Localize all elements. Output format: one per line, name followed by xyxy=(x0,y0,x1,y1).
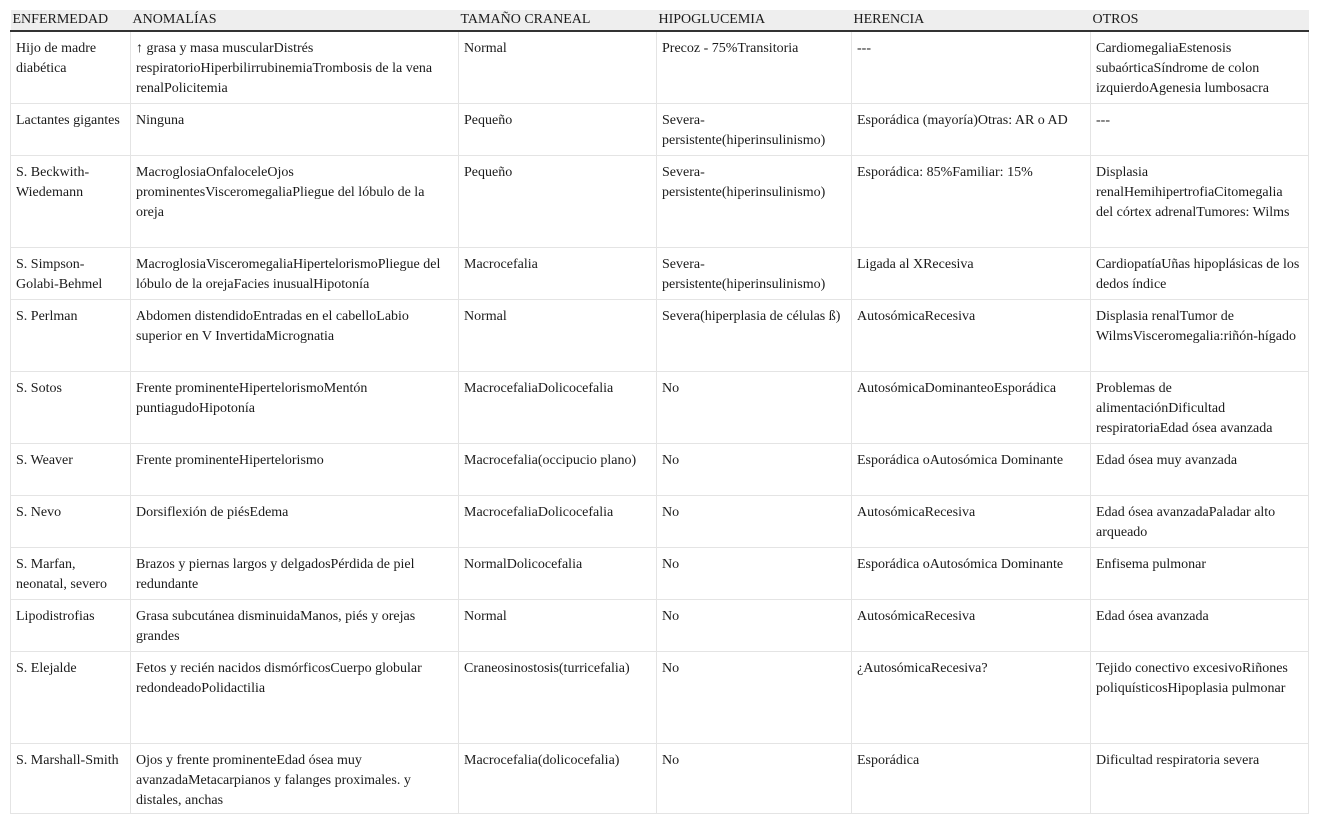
cell-anomalias: Dorsiflexión de piésEdema xyxy=(131,496,459,548)
cell-hipoglucemia: No xyxy=(657,496,852,548)
table-row xyxy=(11,156,1309,248)
cell-enfermedad: Hijo de madre diabética xyxy=(11,31,131,104)
cell-tamano: Craneosinostosis(turricefalia) xyxy=(459,652,657,744)
cell-herencia: --- xyxy=(852,31,1091,104)
table-container xyxy=(10,10,1308,814)
cell-tamano: NormalDolicocefalia xyxy=(459,548,657,600)
cell-tamano: Normal xyxy=(459,300,657,372)
header-anomalias: ANOMALÍAS xyxy=(131,10,459,31)
cell-herencia: AutosómicaDominanteoEsporádica xyxy=(852,372,1091,444)
table-row xyxy=(11,372,1309,444)
cell-otros: Displasia renalHemihipertrofiaCitomegalia del córtex adrenalTumores: Wilms xyxy=(1091,156,1309,248)
cell-enfermedad: S. Simpson-Golabi-Behmel xyxy=(11,248,131,300)
cell-otros: Edad ósea muy avanzada xyxy=(1091,444,1309,496)
cell-tamano: MacrocefaliaDolicocefalia xyxy=(459,496,657,548)
table-row xyxy=(11,548,1309,600)
table-row xyxy=(11,248,1309,300)
cell-hipoglucemia: No xyxy=(657,372,852,444)
cell-herencia: AutosómicaRecesiva xyxy=(852,496,1091,548)
cell-enfermedad: S. Sotos xyxy=(11,372,131,444)
cell-anomalias: Grasa subcutánea disminuidaManos, piés y orejas grandes xyxy=(131,600,459,652)
cell-tamano: Pequeño xyxy=(459,104,657,156)
cell-herencia: Esporádica: 85%Familiar: 15% xyxy=(852,156,1091,248)
cell-tamano: Pequeño xyxy=(459,156,657,248)
cell-anomalias: Fetos y recién nacidos dismórficosCuerpo globular redondeadoPolidactilia xyxy=(131,652,459,744)
cell-enfermedad: S. Perlman xyxy=(11,300,131,372)
cell-herencia: Ligada al XRecesiva xyxy=(852,248,1091,300)
cell-herencia: ¿AutosómicaRecesiva? xyxy=(852,652,1091,744)
cell-anomalias: Ninguna xyxy=(131,104,459,156)
table-row xyxy=(11,744,1309,814)
cell-enfermedad: Lactantes gigantes xyxy=(11,104,131,156)
cell-hipoglucemia: No xyxy=(657,444,852,496)
cell-enfermedad: S. Beckwith-Wiedemann xyxy=(11,156,131,248)
cell-anomalias: MacroglosiaVisceromegaliaHipertelorismoPliegue del lóbulo de la orejaFacies inusualHipotonía xyxy=(131,248,459,300)
cell-anomalias: ↑ grasa y masa muscularDistrés respiratorioHiperbilirrubinemiaTrombosis de la vena renalPolicitemia xyxy=(131,31,459,104)
table-row xyxy=(11,444,1309,496)
cell-tamano: Normal xyxy=(459,600,657,652)
cell-otros: CardiomegaliaEstenosis subaórticaSíndrome de colon izquierdoAgenesia lumbosacra xyxy=(1091,31,1309,104)
cell-anomalias: Ojos y frente prominenteEdad ósea muy avanzadaMetacarpianos y falanges proximales. y distales, anchas xyxy=(131,744,459,814)
cell-tamano: Macrocefalia xyxy=(459,248,657,300)
cell-otros: Tejido conectivo excesivoRiñones poliquísticosHipoplasia pulmonar xyxy=(1091,652,1309,744)
header-enfermedad: ENFERMEDAD xyxy=(11,10,131,31)
cell-tamano: Macrocefalia(occipucio plano) xyxy=(459,444,657,496)
cell-otros: Enfisema pulmonar xyxy=(1091,548,1309,600)
cell-enfermedad: S. Elejalde xyxy=(11,652,131,744)
header-row xyxy=(11,10,1309,31)
cell-enfermedad: S. Weaver xyxy=(11,444,131,496)
cell-herencia: AutosómicaRecesiva xyxy=(852,600,1091,652)
cell-anomalias: Frente prominenteHipertelorismoMentón puntiagudoHipotonía xyxy=(131,372,459,444)
cell-hipoglucemia: No xyxy=(657,652,852,744)
cell-enfermedad: S. Nevo xyxy=(11,496,131,548)
cell-enfermedad: S. Marfan, neonatal, severo xyxy=(11,548,131,600)
header-tamano-craneal: TAMAÑO CRANEAL xyxy=(459,10,657,31)
cell-hipoglucemia: No xyxy=(657,744,852,814)
cell-otros: Edad ósea avanzada xyxy=(1091,600,1309,652)
cell-hipoglucemia: Severa-persistente(hiperinsulinismo) xyxy=(657,156,852,248)
header-otros: OTROS xyxy=(1091,10,1309,31)
cell-anomalias: Abdomen distendidoEntradas en el cabelloLabio superior en V InvertidaMicrognatia xyxy=(131,300,459,372)
header-hipoglucemia: HIPOGLUCEMIA xyxy=(657,10,852,31)
cell-tamano: Normal xyxy=(459,31,657,104)
cell-otros: --- xyxy=(1091,104,1309,156)
cell-anomalias: Brazos y piernas largos y delgadosPérdida de piel redundante xyxy=(131,548,459,600)
cell-herencia: AutosómicaRecesiva xyxy=(852,300,1091,372)
cell-otros: Dificultad respiratoria severa xyxy=(1091,744,1309,814)
cell-hipoglucemia: Severa-persistente(hiperinsulinismo) xyxy=(657,248,852,300)
cell-enfermedad: S. Marshall-Smith xyxy=(11,744,131,814)
cell-otros: Edad ósea avanzadaPaladar alto arqueado xyxy=(1091,496,1309,548)
table-row xyxy=(11,104,1309,156)
cell-otros: CardiopatíaUñas hipoplásicas de los dedos índice xyxy=(1091,248,1309,300)
cell-tamano: Macrocefalia(dolicocefalia) xyxy=(459,744,657,814)
cell-enfermedad: Lipodistrofias xyxy=(11,600,131,652)
cell-otros: Displasia renalTumor de WilmsVisceromegalia:riñón-hígado xyxy=(1091,300,1309,372)
table-row xyxy=(11,300,1309,372)
cell-herencia: Esporádica xyxy=(852,744,1091,814)
cell-herencia: Esporádica (mayoría)Otras: AR o AD xyxy=(852,104,1091,156)
cell-herencia: Esporádica oAutosómica Dominante xyxy=(852,548,1091,600)
cell-herencia: Esporádica oAutosómica Dominante xyxy=(852,444,1091,496)
table-row xyxy=(11,600,1309,652)
cell-anomalias: MacroglosiaOnfaloceleOjos prominentesVisceromegaliaPliegue del lóbulo de la oreja xyxy=(131,156,459,248)
cell-otros: Problemas de alimentaciónDificultad respiratoriaEdad ósea avanzada xyxy=(1091,372,1309,444)
cell-anomalias: Frente prominenteHipertelorismo xyxy=(131,444,459,496)
header-herencia: HERENCIA xyxy=(852,10,1091,31)
table-row xyxy=(11,31,1309,104)
cell-hipoglucemia: Severa-persistente(hiperinsulinismo) xyxy=(657,104,852,156)
cell-hipoglucemia: No xyxy=(657,548,852,600)
cell-hipoglucemia: Precoz - 75%Transitoria xyxy=(657,31,852,104)
table-row xyxy=(11,496,1309,548)
cell-hipoglucemia: Severa(hiperplasia de células ß) xyxy=(657,300,852,372)
table-row xyxy=(11,652,1309,744)
cell-hipoglucemia: No xyxy=(657,600,852,652)
diseases-table xyxy=(10,10,1309,814)
cell-tamano: MacrocefaliaDolicocefalia xyxy=(459,372,657,444)
